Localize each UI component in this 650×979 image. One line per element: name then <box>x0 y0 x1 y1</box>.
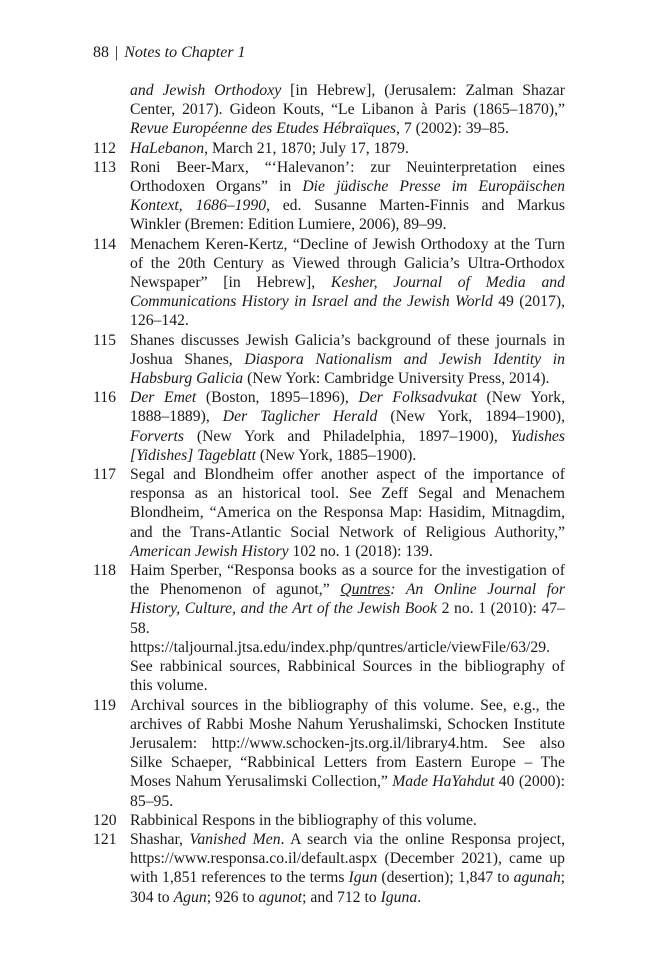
chapter-title: Notes to Chapter 1 <box>124 44 246 61</box>
italic-title-segment: Agun <box>173 888 207 906</box>
italic-title-segment: Der Emet <box>130 389 197 407</box>
text-segment: . A search via the online Responsa project, https://www.responsa.co.il/default.aspx (December 2021), came up with 1,851 references to the terms <box>130 830 565 887</box>
endnote-text <box>130 81 565 139</box>
endnote <box>93 696 565 811</box>
italic-title-segment: Quntres <box>340 581 391 599</box>
italic-title-segment: Kesher, Journal of Media and Communications History in Israel and the Jewish World <box>130 274 565 311</box>
text-segment: 2 no. 1 (2010): 47–58. https://taljournal.jtsa.edu/index.php/quntres/article/viewFile/63/29. See rabbinical sources, Rabbinical Sources in the bibliography of this volume. <box>130 600 565 695</box>
italic-title-segment: Iguna <box>380 888 418 906</box>
text-segment: Shanes discusses Jewish Galicia’s background of these journals in Joshua Shanes, <box>130 331 565 368</box>
text-segment: , ed. Susanne Marten-Finnis and Markus Winkler (Bremen: Edition Lumiere, 2006), 89–99. <box>130 197 565 234</box>
endnote <box>93 139 565 158</box>
endnote-number: 118 <box>93 562 116 580</box>
endnote-text <box>130 139 565 158</box>
endnote-number: 116 <box>93 389 116 407</box>
endnote-number: 119 <box>93 696 116 714</box>
running-header <box>93 44 246 62</box>
endnote-text <box>130 388 565 465</box>
italic-title-segment: Yudishes [Yidishes] Tageblatt <box>130 427 565 464</box>
italic-title-segment: : An Online Journal for History, Culture, and the Art of the Jewish Book <box>130 581 565 618</box>
text-segment: , March 21, 1870; July 17, 1879. <box>204 139 409 157</box>
text-segment: 40 (2000): 85–95. <box>130 773 565 810</box>
text-segment: (New York and Philadelphia, 1897–1900), <box>184 427 511 445</box>
text-segment: Menachem Keren-Kertz, “Decline of Jewish Orthodoxy at the Turn of the 20th Century as Viewed through Galicia’s Ultra-Orthodox Newspaper” [in Hebrew], <box>130 235 565 292</box>
text-segment: (desertion); 1,847 to <box>377 869 514 887</box>
endnote <box>93 388 565 465</box>
italic-title-segment: agunah <box>513 869 561 887</box>
endnote <box>93 561 565 695</box>
endnote-text <box>130 465 565 561</box>
endnotes-list <box>93 81 565 907</box>
text-segment: . <box>417 888 422 906</box>
italic-title-segment: HaLebanon <box>130 139 205 157</box>
endnote <box>93 81 565 139</box>
text-segment: 49 (2017), 126–142. <box>130 293 565 330</box>
italic-title-segment: Die jüdische Presse im Europäischen Kontext, 1686–1990 <box>130 178 565 215</box>
endnote <box>93 158 565 235</box>
text-segment: [in Hebrew], (Jerusalem: Zalman Shazar Center, 2017). Gideon Kouts, “Le Libanon à Paris (1865–1870),” <box>130 82 565 119</box>
italic-title-segment: agunot <box>258 888 303 906</box>
header-separator: | <box>115 44 119 61</box>
endnote-text <box>130 561 565 695</box>
text-segment: Archival sources in the bibliography of this volume. See, e.g., the archives of Rabbi Moshe Nahum Yerushalimski, Schocken Institute Jerusalem: http://www.schocken-jts.org.il/library4.htm. See also Silke Schaeper, “Rabbinical Letters from Eastern Europe – The Moses Nahum Yerusalimski Collection,” <box>130 696 565 791</box>
text-segment: Rabbinical Respons in the bibliography of this volume. <box>130 811 477 829</box>
endnote <box>93 811 565 830</box>
text-segment: Roni Beer-Marx, “‘Halevanon’: zur Neuinterpretation eines Orthodoxen Organs” in <box>130 158 565 196</box>
endnote <box>93 465 565 561</box>
endnote-number: 115 <box>93 331 116 349</box>
endnote-text <box>130 696 565 811</box>
endnote-text <box>130 331 565 389</box>
endnote-text <box>130 811 565 830</box>
endnote-number: 117 <box>93 466 116 484</box>
text-segment: (New York, 1888–1889), <box>130 389 566 426</box>
text-segment: Shashar, <box>130 830 190 848</box>
text-segment: , 7 (2002): 39–85. <box>396 120 509 138</box>
text-segment: 102 no. 1 (2018): 139. <box>288 542 433 560</box>
endnote-number <box>93 81 130 139</box>
endnote-number: 113 <box>93 158 116 176</box>
endnote <box>93 830 565 907</box>
text-segment: ; 926 to <box>206 888 259 906</box>
endnote-number: 121 <box>93 830 117 848</box>
italic-title-segment: Forverts <box>130 427 185 445</box>
endnote-number: 114 <box>93 235 116 253</box>
endnote <box>93 331 565 389</box>
text-segment: (New York, 1894–1900), <box>377 408 566 426</box>
page-number: 88 <box>93 44 109 61</box>
italic-title-segment: Diaspora Nationalism and Jewish Identity in Habsburg Galicia <box>130 350 565 388</box>
italic-title-segment: and Jewish Orthodoxy <box>130 82 282 99</box>
italic-title-segment: Revue Européenne des Etudes Hébraïques <box>130 120 397 138</box>
italic-title-segment: Vanished Men <box>189 830 281 848</box>
text-segment: (Boston, 1895–1896), <box>196 389 359 407</box>
text-segment: ; and 712 to <box>302 888 381 906</box>
endnote <box>93 235 565 331</box>
italic-title-segment: Made HaYahdut <box>392 773 495 791</box>
text-segment: (New York: Cambridge University Press, 2014). <box>243 370 550 388</box>
text-segment: (New York, 1885–1900). <box>255 446 417 464</box>
text-segment: Haim Sperber, “Responsa books as a source for the investigation of the Phenomenon of agunot,” <box>130 562 565 599</box>
italic-title-segment: Igun <box>348 869 378 887</box>
endnote-number: 112 <box>93 139 116 157</box>
italic-title-segment: American Jewish History <box>130 542 289 560</box>
italic-title-segment: Der Taglicher Herald <box>222 408 378 426</box>
endnote-text <box>130 235 565 331</box>
text-segment: Segal and Blondheim offer another aspect of the importance of responsa as an historical tool. See Zeff Segal and Menachem Blondheim, “America on the Responsa Map: Hasidim, Mitnagdim, and the Trans-Atlantic Social Network of Religious Authority,” <box>130 466 565 541</box>
endnote-number: 120 <box>93 811 117 829</box>
endnote-text <box>130 158 565 235</box>
italic-title-segment: Der Folksadvukat <box>358 389 477 407</box>
text-segment: ; 304 to <box>130 869 566 906</box>
endnote-text <box>130 830 565 907</box>
